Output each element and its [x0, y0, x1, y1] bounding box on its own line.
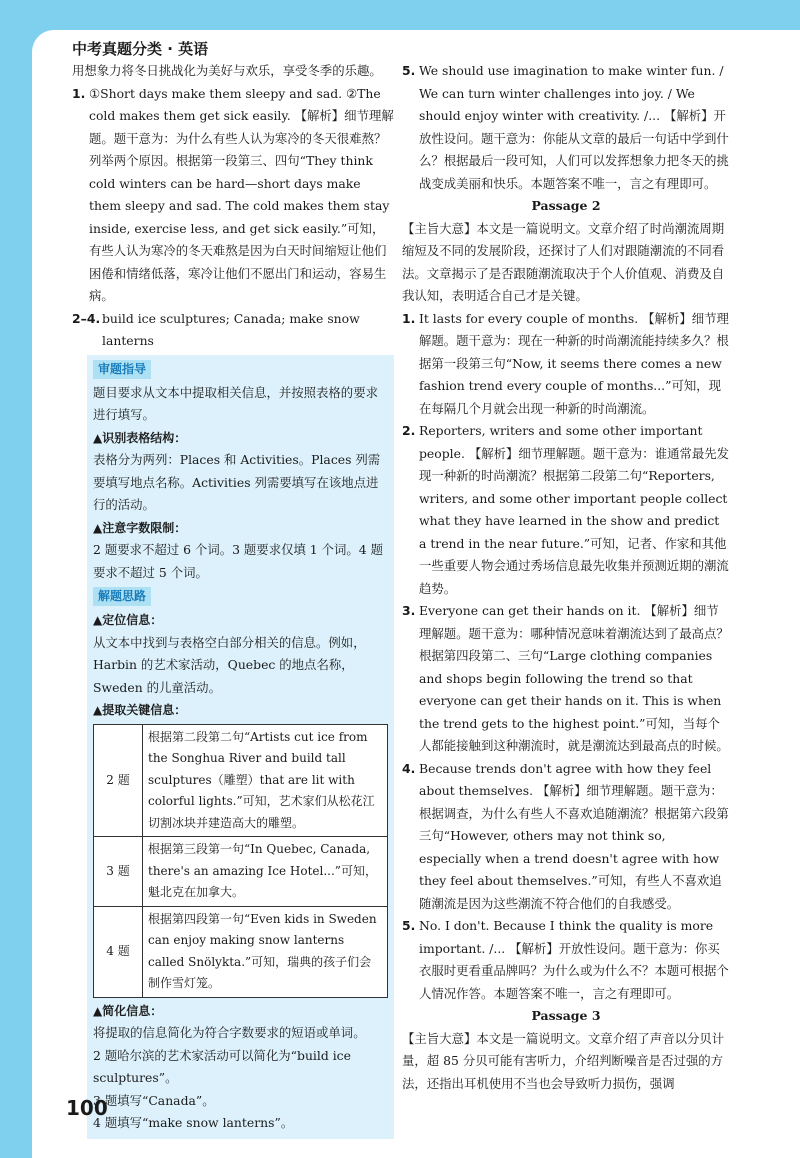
passage-summary: 【主旨大意】本文是一篇说明文。文章介绍了声音以分贝计量，超 85 分贝可能有害听力，介绍判断噪音是否过强的方法，还指出耳机使用不当也会导致听力损伤，强调 — [402, 1030, 725, 1091]
answer-item — [402, 600, 730, 758]
item-number: 1. — [402, 310, 416, 326]
section-badge: 解题思路 — [93, 587, 151, 606]
item-text: We should use imagination to make winter fun. / We can turn winter challenges into joy. / We should enjoy winter with creativity. /... 【解析】开放性设问。题干意为：你能从文章的最后一句话中学到什么？根据最后一段可知，人们可以发挥想象力把冬天的挑战变成美丽和快乐。本题答案不唯一，言之有理即可。 — [419, 63, 729, 191]
right-column — [402, 60, 730, 1095]
answer-item — [72, 83, 394, 308]
intro-text: 用想象力将冬日挑战化为美好与欢乐，享受冬季的乐趣。 — [72, 63, 382, 78]
item-text: Reporters, writers and some other important people. 【解析】细节理解题。题干意为：谁通常最先发现一种新的时尚潮流？根据第二段第二句“Reporters, writers, and some other important people collect what they have learned in the show and predict a trend in the near future.”可知，记者、作家和其他一些重要人物会通过秀场信息最先收集并预测近期的潮流趋势。 — [419, 423, 730, 596]
answer-item — [402, 915, 730, 1005]
section-badge: 审题指导 — [93, 360, 151, 379]
passage-title: Passage 2 — [531, 198, 601, 213]
table-cell-text: 根据第三段第一句“In Quebec, Canada, there's an amazing Ice Hotel...”可知，魁北克在加拿大。 — [143, 837, 388, 907]
left-column — [72, 60, 394, 1139]
guidance-text: 2 题哈尔滨的艺术家活动可以简化为“build ice sculptures”。 — [93, 1047, 351, 1085]
item-text: Because trends don't agree with how they feel about themselves. 【解析】细节理解题。题干意为：根据调查，为什么有些人不喜欢追随潮流？根据第六段第三句“However, others may not think so, especially when a trend doesn't agree with how they feel about themselves.”可知，有些人不喜欢追随潮流是因为这些潮流不符合他们的自我感受。 — [419, 760, 729, 911]
table-cell-question: 2 题 — [94, 724, 143, 837]
table-row — [94, 837, 388, 907]
item-text: build ice sculptures; Canada; make snow lanterns — [102, 310, 360, 348]
answer-item — [402, 758, 730, 916]
item-number: 1. — [72, 85, 86, 101]
guidance-text: 题目要求从文本中提取相关信息，并按照表格的要求进行填写。 — [93, 384, 378, 422]
passage-summary: 【主旨大意】本文是一篇说明文。文章介绍了时尚潮流周期缩短及不同的发展阶段，还探讨了人们对跟随潮流的不同看法。文章揭示了是否跟随潮流取决于个人价值观、消费及自我认知，表明适合自己才是关键。 — [402, 220, 725, 303]
guidance-subheading: ▲注意字数限制： — [93, 520, 187, 535]
guidance-subheading: ▲提取关键信息： — [93, 703, 187, 717]
passage-title: Passage 3 — [531, 1008, 601, 1023]
item-number: 2–4. — [72, 310, 101, 326]
table-row — [94, 724, 388, 837]
guidance-subheading: ▲定位信息： — [93, 613, 163, 627]
guidance-text: 从文本中找到与表格空白部分相关的信息。例如，Harbin 的艺术家活动，Quebec 的地点名称，Sweden 的儿童活动。 — [93, 634, 366, 695]
item-number: 3. — [402, 603, 416, 618]
table-cell-question: 3 题 — [94, 837, 143, 907]
guidance-text: 2 题要求不超过 6 个词。3 题要求仅填 1 个词。4 题要求不超过 5 个词。 — [93, 542, 384, 580]
item-number: 5. — [402, 918, 416, 933]
guidance-text: 表格分为两列：Places 和 Activities。Places 列需要填写地点名称。Activities 列需要填写在该地点进行的活动。 — [93, 452, 381, 512]
guidance-text: 3 题填写“Canada”。 — [93, 1092, 215, 1108]
table-row — [94, 906, 388, 997]
item-text: Everyone can get their hands on it. 【解析】细节理解题。题干意为：哪种情况意味着潮流达到了最高点？根据第四段第二、三句“Large clothing companies and shops begin following the trend so that everyone can get their hands on it. This is when the trend gets to the highest point.”可知，当每个人都能接触到这种潮流时，就是潮流达到最高点的时候。 — [419, 603, 729, 753]
table-cell-text: 根据第二段第二句“Artists cut ice from the Songhua River and build tall sculptures（雕塑）that are lit with colorful lights.”可知，艺术家们从松花江切割冰块并建造高大的雕塑。 — [143, 724, 388, 837]
guidance-text: 4 题填写“make snow lanterns”。 — [93, 1115, 294, 1130]
info-table — [93, 724, 388, 998]
guidance-text: 将提取的信息简化为符合字数要求的短语或单词。 — [93, 1025, 366, 1040]
answer-item — [402, 60, 730, 195]
answer-item — [402, 308, 730, 421]
table-cell-text: 根据第四段第一句“Even kids in Sweden can enjoy making snow lanterns called Snölykta.”可知，瑞典的孩子们会制作雪灯笼。 — [143, 906, 388, 997]
table-cell-question: 4 题 — [94, 906, 143, 997]
page-number: 100 — [66, 1096, 108, 1120]
guidance-box — [87, 355, 394, 1139]
item-text: ①Short days make them sleepy and sad. ②The cold makes them get sick easily. 【解析】细节理解题。题干意为：为什么有些人认为寒冷的冬天很难熬？列举两个原因。根据第一段第三、四句“They think cold winters can be hard—short days make them sleepy and sad. The cold makes them stay inside, exercise less, and get sick easily.”可知，有些人认为寒冷的冬天难熬是因为白天时间缩短让他们困倦和情绪低落，寒冷让他们不愿出门和运动，容易生病。 — [89, 85, 394, 303]
item-number: 5. — [402, 63, 416, 78]
item-text: No. I don't. Because I think the quality is more important. /... 【解析】开放性设问。题干意为：你买衣服时更看重品牌吗？为什么或为什么不？本题可根据个人情况作答。本题答案不唯一，言之有理即可。 — [419, 918, 729, 1001]
guidance-subheading: ▲简化信息： — [93, 1003, 163, 1018]
answer-item — [72, 308, 394, 353]
answer-item — [402, 420, 730, 600]
guidance-subheading: ▲识别表格结构： — [93, 430, 187, 445]
item-number: 4. — [402, 760, 416, 776]
running-header: 中考真题分类 · 英语 — [72, 40, 209, 58]
item-number: 2. — [402, 423, 416, 438]
item-text: It lasts for every couple of months. 【解析】细节理解题。题干意为：现在一种新的时尚潮流能持续多久？根据第一段第三句“Now, it seems there comes a new fashion trend every couple of months...”可知，现在每隔几个月就会出现一种新的时尚潮流。 — [419, 310, 729, 416]
